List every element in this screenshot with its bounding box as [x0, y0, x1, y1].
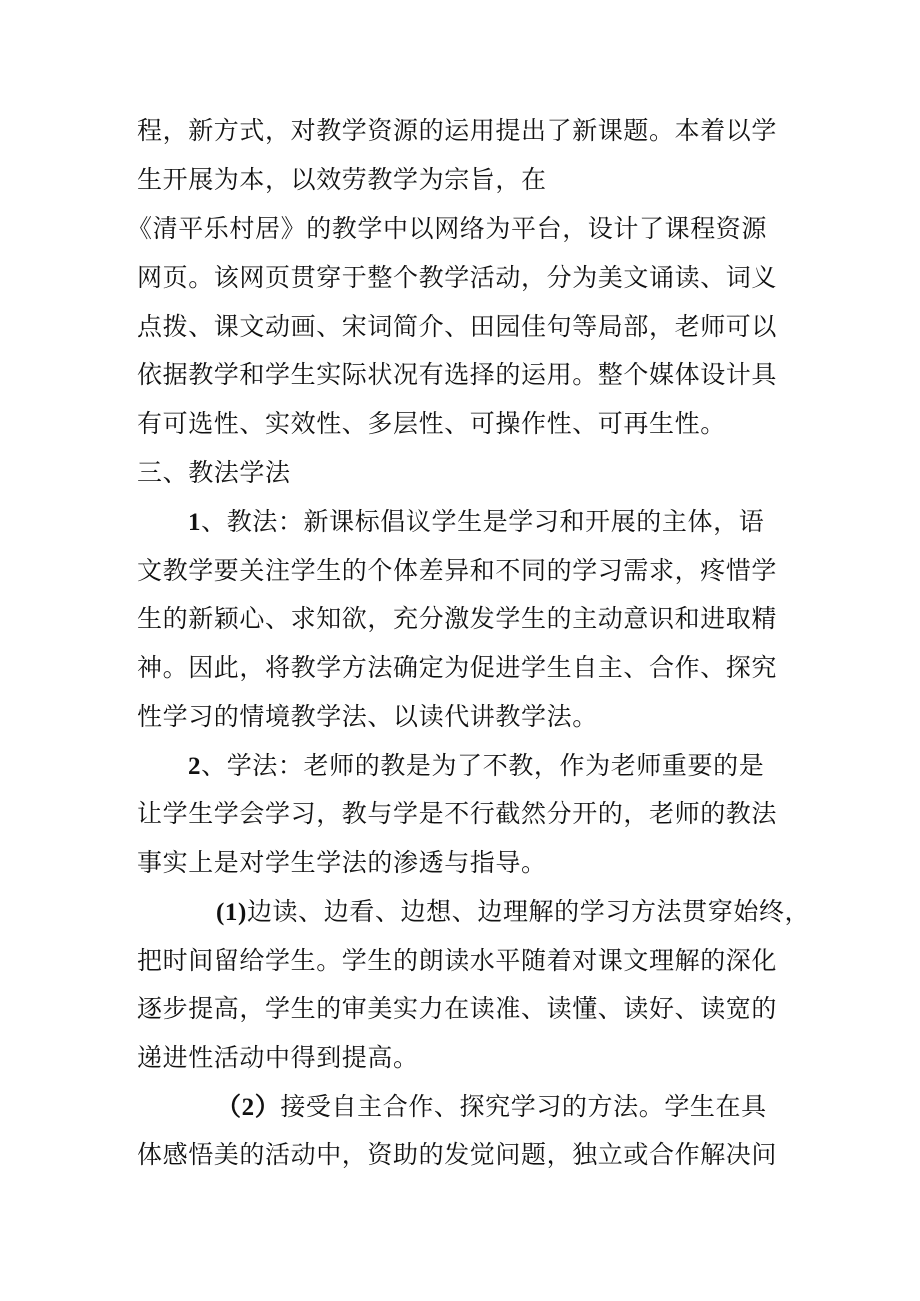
paragraph-line: 神。因此，将教学方法确定为促进学生自主、合作、探究 — [137, 653, 778, 682]
learning-method-first-line — [188, 749, 848, 784]
paragraph-line: 网页。该网页贯穿于整个教学活动，分为美文诵读、词义 — [137, 263, 778, 292]
paragraph-line: 点拨、课文动画、宋词简介、田园佳句等局部，老师可以 — [137, 312, 778, 341]
paragraph-line: 事实上是对学生学法的渗透与指导。 — [137, 848, 547, 877]
paragraph-line: 生的新颖心、求知欲，充分激发学生的主动意识和进取精 — [137, 604, 778, 633]
paragraph-line: 把时间留给学生。学生的朗读水平随着对课文理解的深化 — [137, 946, 778, 975]
paragraph-line: 程，新方式，对教学资源的运用提出了新课题。本着以学 — [137, 116, 778, 145]
item-number: 1 — [188, 509, 202, 536]
paragraph-line: 生开展为本，以效劳教学为宗旨，在 — [137, 165, 547, 194]
paragraph-line: 体感悟美的活动中，资助的发觉问题，独立或合作解决问 — [137, 1140, 778, 1169]
line-text: 接受自主合作、探究学习的方法。学生在具 — [280, 1092, 767, 1121]
point-label: (1) — [216, 899, 247, 926]
paragraph-line: 依据教学和学生实际状况有选择的运用。整个媒体设计具 — [137, 360, 778, 389]
teaching-method-first-line — [188, 505, 848, 540]
paragraph-line: 递进性活动中得到提高。 — [137, 1043, 419, 1072]
point-label: （2） — [216, 1094, 281, 1121]
line-text: 边读、边看、边想、边理解的学习方法贯穿始终， — [246, 897, 811, 926]
paragraph-line: 《清平乐村居》的教学中以网络为平台，设计了课程资源 — [127, 214, 768, 243]
section-heading: 三、教法学法 — [137, 458, 291, 487]
line-text: 、教法：新课标倡议学生是学习和开展的主体，语 — [201, 507, 765, 536]
point-2-first-line — [216, 1090, 876, 1125]
paragraph-line: 文教学要关注学生的个体差异和不同的学习需求，疼惜学 — [137, 556, 778, 585]
paragraph-line: 让学生学会学习，教与学是不行截然分开的，老师的教法 — [137, 799, 778, 828]
paragraph-line: 性学习的情境教学法、以读代讲教学法。 — [137, 702, 598, 731]
point-1-first-line — [216, 895, 876, 930]
paragraph-line: 有可选性、实效性、多层性、可操作性、可再生性。 — [137, 409, 726, 438]
line-text: 、学法：老师的教是为了不教，作为老师重要的是 — [201, 751, 765, 780]
item-number: 2 — [188, 753, 202, 780]
paragraph-line: 逐步提高，学生的审美实力在读准、读懂、读好、读宽的 — [137, 994, 778, 1023]
